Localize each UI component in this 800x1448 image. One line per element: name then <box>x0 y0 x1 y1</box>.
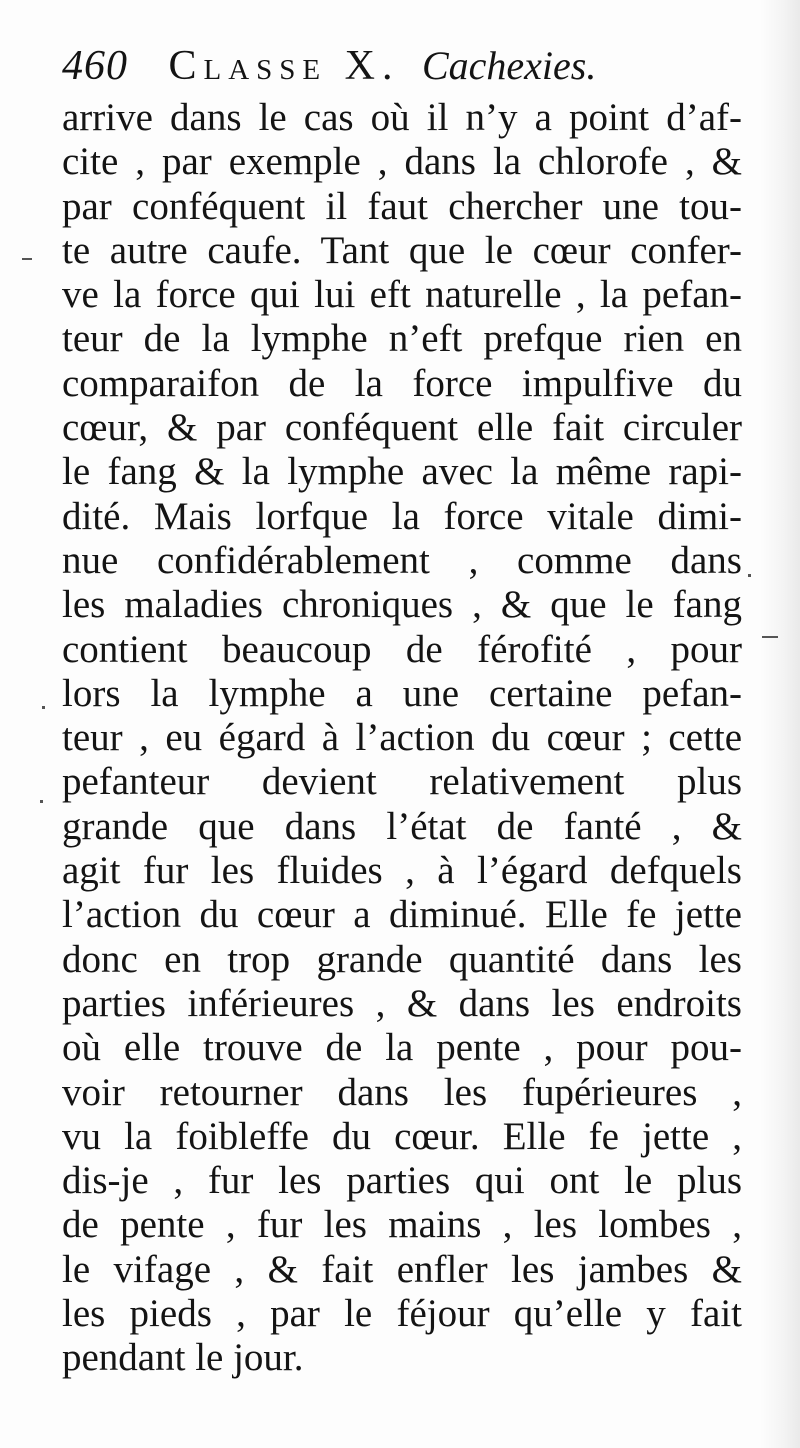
text-line: comparaifon de la force impulfive du <box>62 361 742 405</box>
margin-mark <box>40 800 43 803</box>
page-number: 460 <box>62 43 128 89</box>
text-line: teur , eu égard à l’action du cœur ; cette <box>62 716 742 760</box>
section-title: Cachexies. <box>421 43 597 88</box>
text-line: le fang & la lymphe avec la même rapi- <box>62 450 742 494</box>
text-line: dis-je , fur les parties qui ont le plus <box>62 1159 742 1203</box>
text-line: cœur, & par conféquent elle fait circuler <box>62 406 742 450</box>
body-text <box>62 96 742 1381</box>
text-line: contient beaucoup de férofité , pour <box>62 627 742 671</box>
text-line: parties inférieures , & dans les endroits <box>62 981 742 1025</box>
margin-mark <box>22 258 32 260</box>
text-line: l’action du cœur a diminué. Elle fe jette <box>62 893 742 937</box>
text-line: donc en trop grande quantité dans les <box>62 937 742 981</box>
text-line: teur de la lymphe n’eft prefque rien en <box>62 317 742 361</box>
text-line: lors la lymphe a une certaine pefan- <box>62 671 742 715</box>
text-line: de pente , fur les mains , les lombes , <box>62 1203 742 1247</box>
text-line: le vifage , & fait enfler les jambes & <box>62 1247 742 1291</box>
text-line: ve la force qui lui eft naturelle , la pefan- <box>62 273 742 317</box>
page-edge-shadow <box>760 0 800 1448</box>
text-line: voir retourner dans les fupérieures , <box>62 1070 742 1114</box>
text-line: cite , par exemple , dans la chlorofe , & <box>62 140 742 184</box>
text-line: les pieds , par le féjour qu’elle y fait <box>62 1292 742 1336</box>
text-line: te autre caufe. Tant que le cœur confer- <box>62 228 742 272</box>
margin-mark <box>762 636 778 638</box>
text-line: pefanteur devient relativement plus <box>62 760 742 804</box>
margin-mark <box>42 706 45 709</box>
text-line: dité. Mais lorfque la force vitale dimi- <box>62 494 742 538</box>
running-header <box>62 38 742 94</box>
text-line: nue confidérablement , comme dans <box>62 538 742 582</box>
text-line: pendant le jour. <box>62 1336 304 1380</box>
text-line: grande que dans l’état de fanté , & <box>62 804 742 848</box>
text-line: vu la foibleffe du cœur. Elle fe jette , <box>62 1114 742 1158</box>
text-line: où elle trouve de la pente , pour pou- <box>62 1026 742 1070</box>
text-line: les maladies chroniques , & que le fang <box>62 583 742 627</box>
text-line: par conféquent il faut chercher une tou- <box>62 184 742 228</box>
margin-mark <box>748 574 751 577</box>
class-title: Classe X. <box>168 43 400 89</box>
text-line: agit fur les fluides , à l’égard defquels <box>62 849 742 893</box>
text-line: arrive dans le cas où il n’y a point d’af- <box>62 96 742 139</box>
